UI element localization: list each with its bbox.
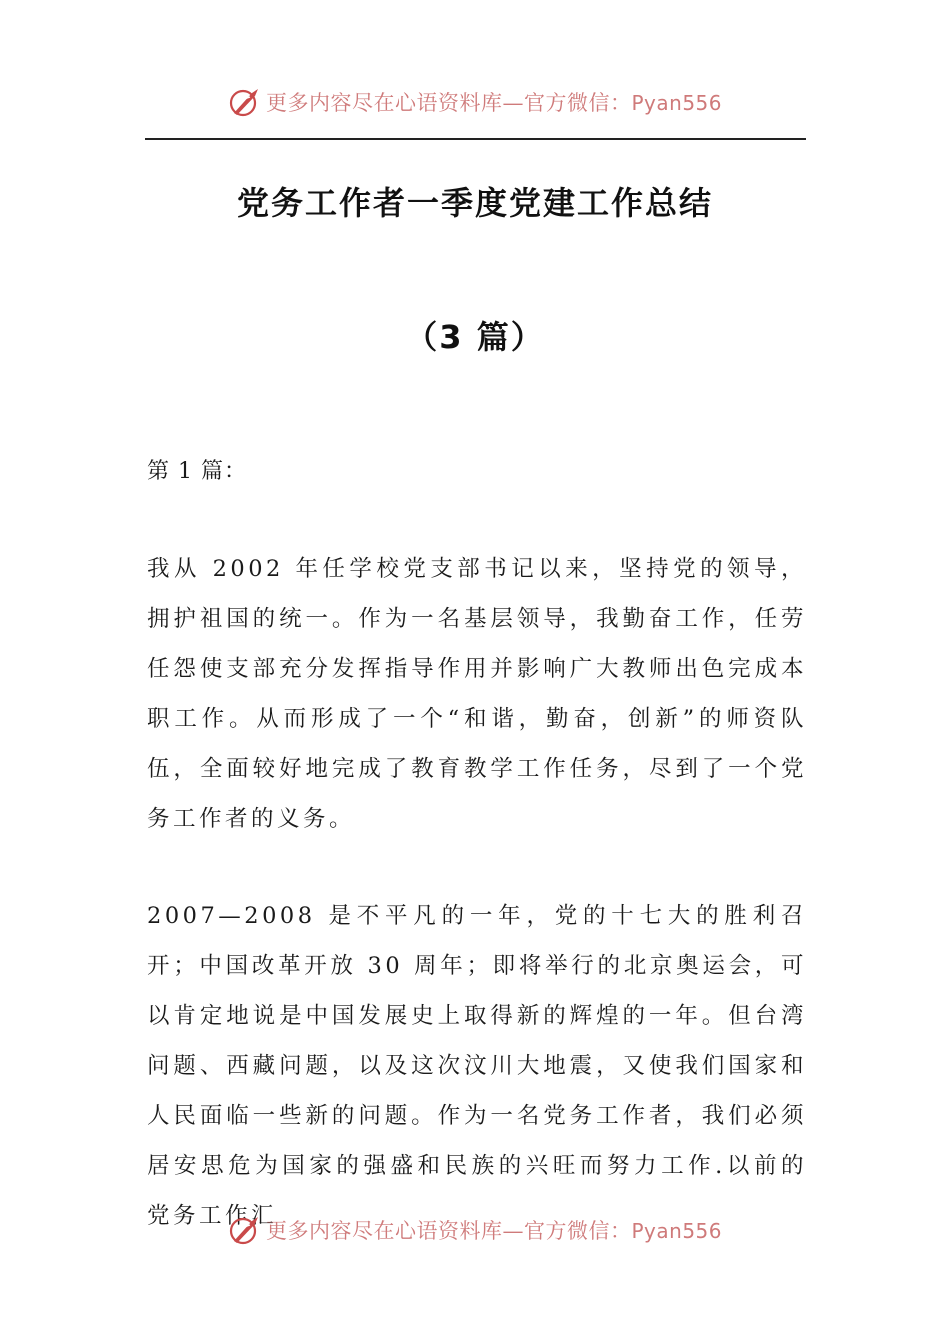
header-divider bbox=[145, 138, 806, 140]
footer-banner bbox=[0, 1210, 950, 1250]
body-paragraph: 我从 2002 年任学校党支部书记以来，坚持党的领导，拥护祖国的统一。作为一名基层领导，我勤奋工作，任劳任怨使支部充分发挥指导作用并影响广大教师出色完成本职工作。从而形成了一个“和谐，勤奋，创新”的师资队伍，全面较好地完成了教育教学工作任务，尽到了一个党务工作者的义务。 bbox=[147, 556, 807, 832]
footer-banner-text: 更多内容尽在心语资料库—官方微信：Pyan556 bbox=[265, 1219, 722, 1243]
document-subtitle: （3 篇） bbox=[405, 318, 545, 356]
body-paragraph: 2007—2008 是不平凡的一年，党的十七大的胜利召开；中国改革开放 30 周年；即将举行的北京奥运会，可以肯定地说是中国发展史上取得新的辉煌的一年。但台湾问题、西藏问题，以及这次汶川大地震，又使我们国家和人民面临一些新的问题。作为一名党务工作者，我们必须居安思危为国家的强盛和民族的兴旺而努力工作.以前的党务工作汇 bbox=[147, 903, 807, 1229]
header-banner-text: 更多内容尽在心语资料库—官方微信：Pyan556 bbox=[265, 91, 722, 115]
header-wechat-id: Pyan556 bbox=[631, 91, 722, 115]
section-label: 第 1 篇： bbox=[147, 459, 247, 484]
pen-nib-logo-icon bbox=[228, 1213, 262, 1247]
pen-nib-logo-icon bbox=[228, 85, 262, 119]
document-title: 党务工作者一季度党建工作总结 bbox=[236, 184, 713, 222]
header-banner bbox=[0, 82, 950, 122]
footer-wechat-id: Pyan556 bbox=[631, 1219, 722, 1243]
